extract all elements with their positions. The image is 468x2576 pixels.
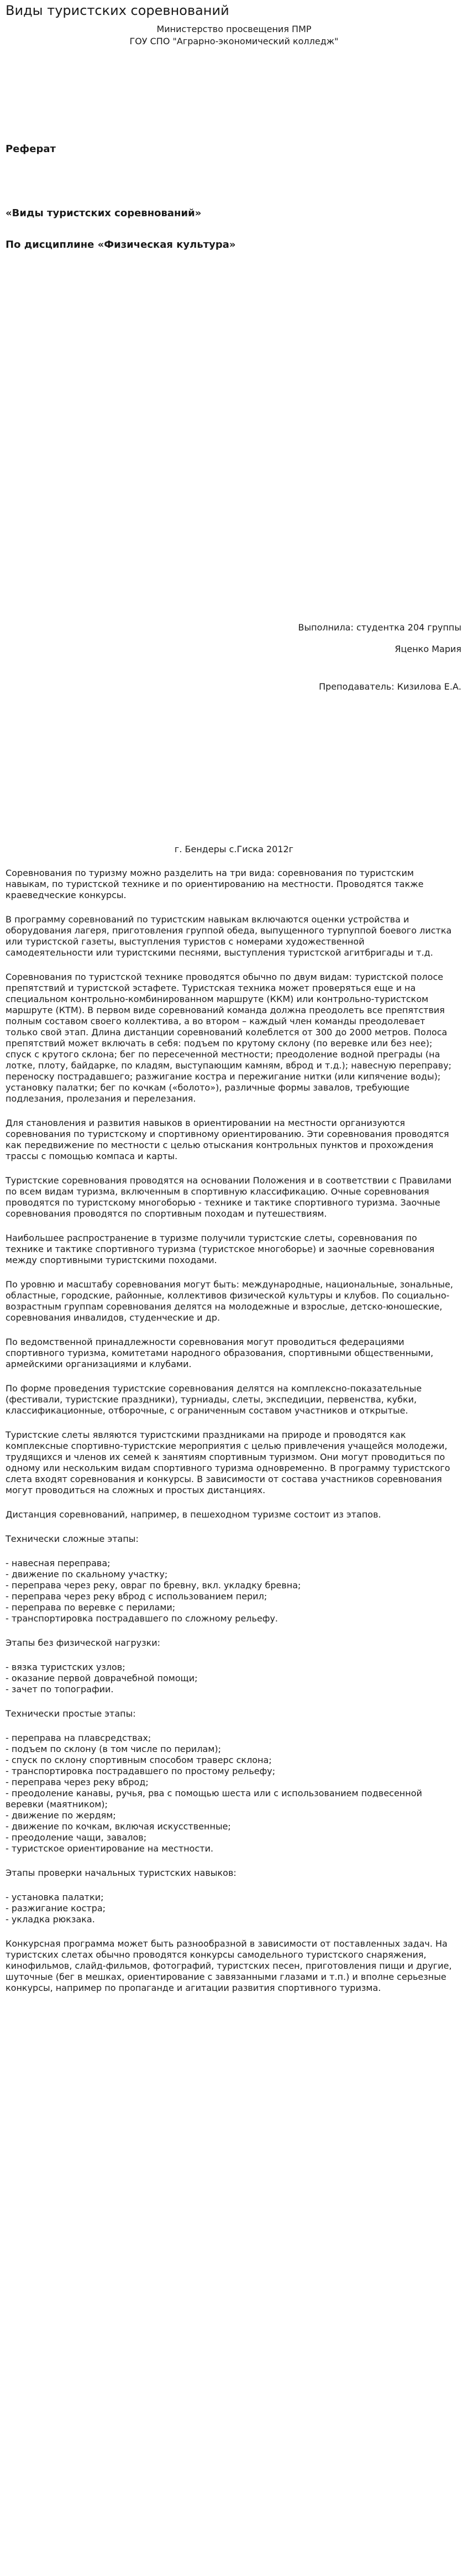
student-name: Яценко Мария [395, 644, 461, 654]
body-paragraph: В программу соревнований по туристским навыкам включаются оценки устройства и оборудования лагеря, приготовления группой обеда, выпущенного турпуппой боевого листка или туристской газеты, выступления туристов с номерами художественной самодеятельности или туристскими песнями, выступления туристской агитбригады и т.д. [6, 914, 452, 958]
body-paragraph: - навесная переправа; - движение по скальному участку; - переправа через реку, овраг по бревну, вкл. укладку бревна; - переправа через реку вброд с использованием перил; - переправа по веревке с перилами; - транспортировка пострадавшего по сложному рельефу. [6, 1558, 301, 1624]
body-paragraph: - переправа на плавсредствах; - подъем по склону (в том числе по перилам); - спуск по склону спортивным способом траверс склона; - транспортировка пострадавшего по простому рельефу; - переправа через реку вброд; - преодоление канавы, ручья, рва с помощью шеста или с использованием подвесенной веревки (маятником); - движение по жердям; - движение по кочкам, включая искусственные; - преодоление чащи, завалов; - туристское ориентирование на местности. [6, 1733, 422, 1854]
body-paragraph: Технически простые этапы: [6, 1708, 136, 1719]
body-paragraph: - вязка туристских узлов; - оказание первой доврачебной помощи; - зачет по топографии. [6, 1662, 198, 1694]
body-paragraph: Наибольшее распространение в туризме получили туристские слеты, соревнования по технике и тактике спортивного туризма (туристское многоборье) и заочные соревнования между спортивными туристскими походами. [6, 1233, 435, 1265]
body-paragraph: По форме проведения туристские соревнования делятся на комплексно-показательные (фестивали, туристские праздники), турниады, слеты, экспедиции, первенства, кубки, классификационные, отборочные, с ограниченным составом участников и открытые. [6, 1383, 422, 1416]
topic-heading: «Виды туристских соревнований» [6, 207, 202, 219]
body-paragraph: Этапы без физической нагрузки: [6, 1638, 161, 1648]
body-paragraph: Конкурсная программа может быть разнообразной в зависимости от поставленных задач. На туристских слетах обычно проводятся конкурсы самодельного туристского снаряжения, кинофильмов, слайд-фильмов, фотографий, туристских песен, приготовления пищи и другие, шуточные (бег в мешках, ориентирование с завязанными глазами и т.п.) и вполне серьезные конкурсы, например по пропаганде и агитации развития спортивного туризма. [6, 1938, 452, 1993]
body-paragraph: Туристские соревнования проводятся на основании Положения и в соответствии с Правилами по всем видам туризма, включенным в спортивную классификацию. Очные соревнования проводятся по туристскому многоборью - технике и тактике спортивного туризма. Заочные соревнования проводятся по спортивным походам и путешествиям. [6, 1175, 452, 1219]
body-paragraph: - установка палатки; - разжигание костра; - укладка рюкзака. [6, 1892, 106, 1925]
body-paragraph: Дистанция соревнований, например, в пешеходном туризме состоит из этапов. [6, 1509, 381, 1520]
body-paragraph: Для становления и развития навыков в ориентировании на местности организуются соревнования по туристскому и спортивному ориентированию. Эти соревнования проводятся как передвижение по местности с целью отыскания контрольных пунктов и прохождения трассы с помощью компаса и карты. [6, 1118, 449, 1161]
body-paragraph: По уровню и масштабу соревнования могут быть: международные, национальные, зональные, областные, городские, районные, коллективов физической культуры и клубов. По социально-возрастным группам соревнования делятся на молодежные и взрослые, детско-юношеские, соревнования инвалидов, студенческие и др. [6, 1279, 453, 1323]
doc-type-heading: Реферат [6, 143, 56, 155]
ministry-line: Министерство просвещения ПМР [156, 24, 312, 34]
teacher-line: Преподаватель: Кизилова Е.А. [319, 681, 461, 692]
body-paragraph: Туристские слеты являются туристскими праздниками на природе и проводятся как комплексные спортивно-туристские мероприятия с целью привлечения учащейся молодежи, трудящихся и членов их семей к занятиям спортивным туризмом. Они могут проводиться по одному или нескольким видам спортивного туризма одновременно. В программу туристского слета входят соревнования и конкурсы. В зависимости от состава участников соревнования могут проводиться на сложных и простых дистанциях. [6, 1430, 450, 1495]
body-paragraph: По ведомственной принадлежности соревнования могут проводиться федерациями спортивного туризма, комитетами народного образования, спортивными общественными, армейскими организациями и клубами. [6, 1337, 434, 1369]
discipline-heading: По дисциплине «Физическая культура» [6, 239, 236, 251]
body-paragraph: Соревнования по туристской технике проводятся обычно по двум видам: туристской полосе препятствий и туристской эстафете. Туристская техника может проверяться еще и на специальном контрольно-комбинированном маршруте (ККМ) или контрольно-туристском маршруте (КТМ). В первом виде соревнований команда должна преодолеть все препятствия полным составом своего коллектива, а во втором – каждый член команды преодолевает только свой этап. Длина дистанции соревнований колеблется от 300 до 2000 метров. Полоса препятствий может включать в себя: подъем по крутому склону (по веревке или без нее); спуск с крутого склона; бег по пересеченной местности; преодоление водной преграды (на лотке, плоту, байдарке, по кладям, выступающим камням, вброд и т.д.); навесную переправу; переноску пострадавшего; разжигание костра и пережигание нитки (или кипячение воды); установку палатки; бег по кочкам («болото»), различные формы завалов, требующие подлезания, пролезания и перелезания. [6, 972, 452, 1104]
performed-by-line: Выполнила: студентка 204 группы [298, 622, 461, 633]
institution-line: ГОУ СПО "Аграрно-экономический колледж" [129, 36, 339, 46]
page-title: Виды туристских соревнований [6, 3, 229, 18]
body-paragraph: Соревнования по туризму можно разделить на три вида: соревнования по туристским навыкам, по туристской технике и по ориентированию на местности. Проводятся также краеведческие конкурсы. [6, 868, 424, 900]
body-paragraph: Этапы проверки начальных туристских навыков: [6, 1868, 236, 1878]
body-paragraph: Технически сложные этапы: [6, 1534, 139, 1544]
city-year-line: г. Бендеры с.Гиска 2012г [174, 844, 294, 854]
abstract-body [6, 868, 453, 2007]
